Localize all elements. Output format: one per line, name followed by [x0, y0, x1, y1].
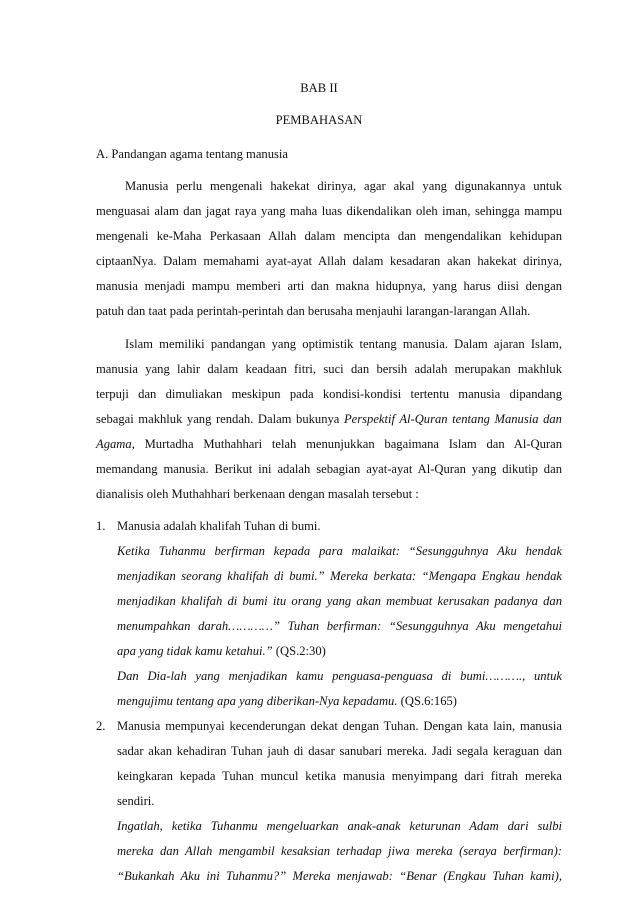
- list-number: 2.: [96, 719, 106, 733]
- paragraph-line: manusia menjadi mampu memberi arti dan makna hidupnya, yang harus diisi dengan: [96, 279, 562, 293]
- quote-line: Ingatlah, ketika Tuhanmu mengeluarkan anak-anak keturunan Adam dari sulbi: [117, 819, 562, 833]
- paragraph-line: keingkaran kepada Tuhan muncul ketika manusia menyimpang dari fitrah mereka: [117, 769, 562, 783]
- list-item-title: Manusia adalah khalifah Tuhan di bumi.: [117, 519, 321, 533]
- quote-line: menumpahkan darah…………” Tuhan berfirman: “Sesungguhnya Aku mengetahui: [117, 619, 562, 633]
- quote-line: mereka dan Allah mengambil kesaksian terhadap jiwa mereka (seraya berfirman):: [117, 844, 562, 858]
- verse-reference: (QS.2:30): [272, 644, 326, 658]
- list-item-2: [96, 718, 562, 734]
- chapter-title: PEMBAHASAN: [275, 113, 363, 127]
- paragraph-line: [96, 436, 562, 452]
- quote-line: menjadikan seorang khalifah di bumi.” Mereka berkata: “Mengapa Engkau hendak: [117, 569, 562, 583]
- paragraph-line: menguasai alam dan jagat raya yang maha luas dikendalikan oleh iman, sehingga mampu: [96, 204, 562, 218]
- paragraph-line: ciptaanNya. Dalam memahami ayat-ayat Allah dalam kesadaran akan hakekat dirinya,: [96, 254, 562, 268]
- paragraph-line: patuh dan taat pada perintah-perintah dan berusaha menjauhi larangan-larangan Allah.: [96, 304, 531, 318]
- quote-line: [117, 693, 562, 709]
- quote-text: apa yang tidak kamu ketahui.”: [117, 644, 273, 658]
- paragraph-line: mengenali ke-Maha Perkasaan Allah dalam mencipta dan mengendalikan kehidupan: [96, 229, 562, 243]
- book-title: Agama: [96, 437, 132, 451]
- book-title: Perspektif Al-Quran tentang Manusia dan: [343, 412, 562, 426]
- list-item-1: [96, 518, 562, 534]
- paragraph-line: Islam memiliki pandangan yang optimistik tentang manusia. Dalam ajaran Islam,: [125, 337, 562, 351]
- quote-line: Dan Dia-lah yang menjadikan kamu penguasa-penguasa di bumi………., untuk: [117, 669, 562, 683]
- paragraph-line: sadar akan kehadiran Tuhan jauh di dasar sanubari mereka. Jadi segala keraguan dan: [117, 744, 562, 758]
- quote-line: [117, 643, 562, 659]
- quote-line: “Bukankah Aku ini Tuhanmu?” Mereka menjawab: “Benar (Engkau Tuhan kami),: [117, 869, 562, 883]
- paragraph-text: , Murtadha Muthahhari telah menunjukkan bagaimana Islam dan Al-Quran: [131, 437, 562, 451]
- chapter-label: BAB II: [300, 81, 338, 95]
- verse-reference: (QS.6:165): [397, 694, 457, 708]
- paragraph-line: memandang manusia. Berikut ini adalah sebagian ayat-ayat Al-Quran yang dikutip dan: [96, 462, 562, 476]
- paragraph-line: manusia yang lahir dalam keadaan fitri, suci dan bersih adalah merupakan makhluk: [96, 362, 562, 376]
- quote-text: mengujimu tentang apa yang diberikan-Nya kepadamu.: [117, 694, 398, 708]
- paragraph-line: sendiri.: [117, 794, 155, 808]
- list-item-text: Manusia mempunyai kecenderungan dekat dengan Tuhan. Dengan kata lain, manusia: [117, 719, 562, 733]
- paragraph-line: terpuji dan dimuliakan meskipun pada kondisi-kondisi tertentu manusia dipandang: [96, 387, 562, 401]
- section-a-heading: A. Pandangan agama tentang manusia: [96, 147, 288, 161]
- list-number: 1.: [96, 519, 106, 533]
- paragraph-line: Manusia perlu mengenali hakekat dirinya, agar akal yang digunakannya untuk: [125, 179, 562, 193]
- paragraph-line: [96, 411, 562, 427]
- paragraph-text: sebagai makhluk yang rendah. Dalam bukunya: [96, 412, 340, 426]
- quote-line: Ketika Tuhanmu berfirman kepada para malaikat: “Sesungguhnya Aku hendak: [117, 544, 562, 558]
- paragraph-line: dianalisis oleh Muthahhari berkenaan dengan masalah tersebut :: [96, 487, 419, 501]
- quote-line: menjadikan khalifah di bumi itu orang yang akan membuat kerusakan padanya dan: [117, 594, 562, 608]
